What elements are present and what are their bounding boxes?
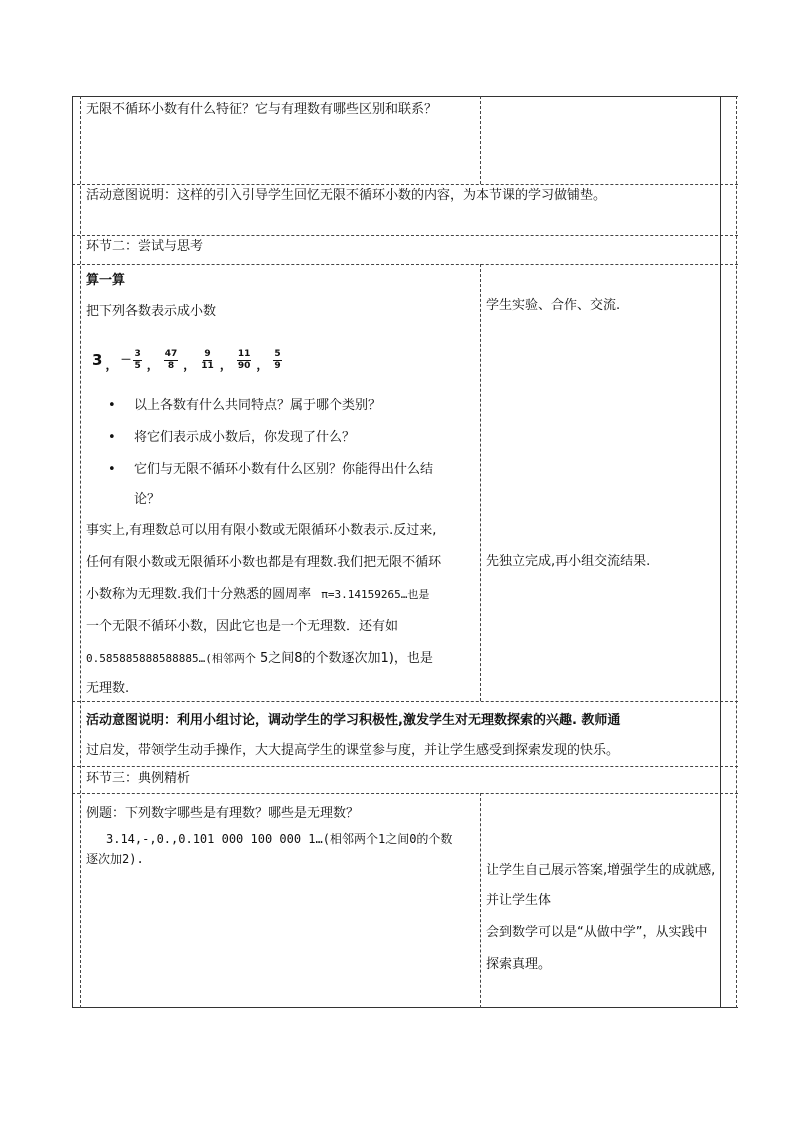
rule <box>72 184 738 185</box>
paragraph-line <box>86 649 433 669</box>
rule <box>480 793 481 1008</box>
fraction-numerator: 5 <box>274 348 281 359</box>
comma: ， <box>146 358 159 372</box>
fraction <box>237 349 252 372</box>
number-3: 3 <box>92 351 103 369</box>
rule <box>72 96 73 1008</box>
activity-intent-2 <box>86 711 620 731</box>
paragraph-text: 5之间8的个数逐次加1)，也是 <box>259 651 433 666</box>
rule <box>72 766 738 767</box>
comma: ， <box>105 358 118 372</box>
paragraph-line: 任何有限小数或无限循环小数也都是有理数.我们把无限不循环 <box>86 555 442 570</box>
paragraph-line: 一个无限不循环小数，因此它也是一个无理数．还有如 <box>86 619 399 634</box>
fraction-numerator: 3 <box>134 348 141 359</box>
question-text: 无限不循环小数有什么特征？它与有理数有哪些区别和联系？ <box>86 102 438 117</box>
section2-title: 环节二：尝试与思考 <box>86 239 204 254</box>
example-numbers: 3.14,-,0.,0.101 000 100 000 1…(相邻两个1之间0的个数 <box>106 832 453 846</box>
rule <box>72 1007 738 1008</box>
paragraph-line: 无理数. <box>86 681 130 696</box>
example-numbers-cont: 逐次加2). <box>86 852 144 866</box>
fraction <box>273 349 281 372</box>
rule <box>720 96 721 1008</box>
section3-title: 环节三：典例精析 <box>86 771 191 786</box>
pi-value: π=3.14159265…也是 <box>321 588 430 601</box>
bullet-icon: • <box>108 430 116 445</box>
teaching-note: 并让学生体 <box>486 893 552 908</box>
bullet-icon: • <box>108 462 116 477</box>
rule <box>480 96 481 184</box>
fraction <box>133 349 141 372</box>
teaching-note: 会到数学可以是“从做中学”，从实践中 <box>486 925 708 940</box>
comma: ， <box>219 358 232 372</box>
paragraph-text: 小数称为无理数.我们十分熟悉的圆周率 <box>86 587 312 602</box>
bullet-text: 以上各数有什么共同特点？属于哪个类别？ <box>134 398 382 413</box>
fraction-denominator: 11 <box>201 360 214 371</box>
fraction <box>164 349 179 372</box>
fraction-denominator: 8 <box>167 360 175 371</box>
comma: ， <box>183 358 196 372</box>
bullet-text: 它们与无限不循环小数有什么区别？你能得出什么结 <box>134 462 434 477</box>
fraction-denominator: 5 <box>134 360 141 371</box>
bullet-icon: • <box>108 398 116 413</box>
rule <box>72 96 738 97</box>
number-list <box>92 346 284 374</box>
teaching-note: 让学生自己展示答案,增强学生的成就感, <box>486 863 716 878</box>
decimal-example: 0.585885888588885…(相邻两个 <box>86 652 256 665</box>
calc-instruction: 把下列各数表示成小数 <box>86 304 217 319</box>
fraction-numerator: 9 <box>204 348 211 359</box>
rule <box>72 235 738 236</box>
rule <box>80 96 81 1008</box>
student-activity-note: 学生实验、合作、交流. <box>486 298 621 313</box>
teaching-note: 探索真理。 <box>486 957 552 972</box>
fraction-numerator: 47 <box>164 348 178 359</box>
intent-label: 活动意图说明：利用小组讨论，调动学生的学习积极性,激发学生对无理数探索的兴趣. 教师通 <box>86 713 621 728</box>
fraction-numerator: 11 <box>237 348 251 359</box>
rule <box>72 264 738 265</box>
paragraph-line: 事实上,有理数总可以用有限小数或无限循环小数表示.反过来, <box>86 523 437 538</box>
comma: ， <box>256 358 269 372</box>
student-activity-note: 先独立完成,再小组交流结果. <box>486 554 651 569</box>
bullet-continuation: 论？ <box>134 492 161 507</box>
fraction-denominator: 90 <box>237 360 251 371</box>
activity-intent-2-line2: 过启发，带领学生动手操作，大大提高学生的课堂参与度，并让学生感受到探索发现的快乐。 <box>86 743 620 758</box>
rule <box>72 701 738 702</box>
fraction-denominator: 9 <box>274 360 281 371</box>
calc-heading: 算一算 <box>86 273 126 288</box>
rule <box>480 264 481 701</box>
bullet-text: 将它们表示成小数后，你发现了什么？ <box>134 430 356 445</box>
rule <box>72 793 738 794</box>
rule <box>736 96 737 1008</box>
example-question: 例题：下列数字哪些是有理数？哪些是无理数？ <box>86 806 360 821</box>
fraction <box>200 349 215 372</box>
paragraph-line <box>86 585 429 605</box>
activity-intent-1: 活动意图说明：这样的引入引导学生回忆无限不循环小数的内容，为本节课的学习做铺垫。 <box>86 188 607 203</box>
minus-sign: － <box>120 353 132 366</box>
